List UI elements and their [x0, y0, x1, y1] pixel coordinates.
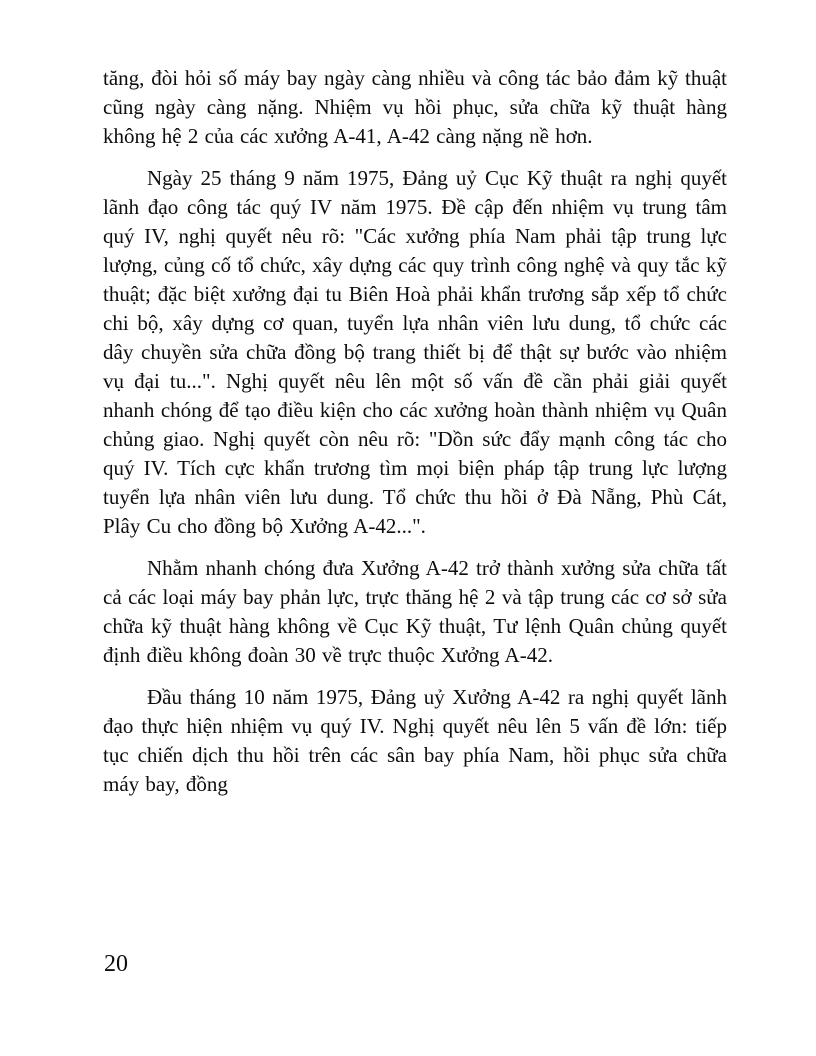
paragraph: Đầu tháng 10 năm 1975, Đảng uỷ Xưởng A-42 ra nghị quyết lãnh đạo thực hiện nhiệm vụ quý IV. Nghị quyết nêu lên 5 vấn đề lớn: tiếp tục chiến dịch thu hồi trên các sân bay phía Nam, hồi phục sửa chữa máy bay, đồng: [103, 685, 727, 796]
paragraph: Nhằm nhanh chóng đưa Xưởng A-42 trở thành xưởng sửa chữa tất cả các loại máy bay phản lực, trực thăng hệ 2 và tập trung các cơ sở sửa chữa kỹ thuật hàng không về Cục Kỹ thuật, Tư lệnh Quân chủng quyết định điều không đoàn 30 về trực thuộc Xưởng A-42.: [103, 556, 727, 667]
page-number: 20: [104, 951, 128, 977]
text-block: [103, 64, 727, 812]
paragraph: Ngày 25 tháng 9 năm 1975, Đảng uỷ Cục Kỹ thuật ra nghị quyết lãnh đạo công tác quý IV năm 1975. Đề cập đến nhiệm vụ trung tâm quý IV, nghị quyết nêu rõ: "Các xưởng phía Nam phải tập trung lực lượng, củng cố tổ chức, xây dựng các quy trình công nghệ và quy tắc kỹ thuật; đặc biệt xưởng đại tu Biên Hoà phải khẩn trương sắp xếp tổ chức chi bộ, xây dựng cơ quan, tuyển lựa nhân viên lưu dung, tổ chức các dây chuyền sửa chữa đồng bộ trang thiết bị để thật sự bước vào nhiệm vụ đại tu...". Nghị quyết nêu lên một số vấn đề cần phải giải quyết nhanh chóng để tạo điều kiện cho các xưởng hoàn thành nhiệm vụ Quân chủng giao. Nghị quyết còn nêu rõ: "Dồn sức đẩy mạnh công tác cho quý IV. Tích cực khẩn trương tìm mọi biện pháp tập trung lực lượng tuyển lựa nhân viên lưu dung. Tổ chức thu hồi ở Đà Nẵng, Phù Cát, Plây Cu cho đồng bộ Xưởng A-42...".: [103, 166, 727, 538]
paragraph-continuation: tăng, đòi hỏi số máy bay ngày càng nhiều và công tác bảo đảm kỹ thuật cũng ngày càng nặng. Nhiệm vụ hồi phục, sửa chữa kỹ thuật hàng không hệ 2 của các xưởng A-41, A-42 càng nặng nề hơn.: [103, 66, 727, 148]
